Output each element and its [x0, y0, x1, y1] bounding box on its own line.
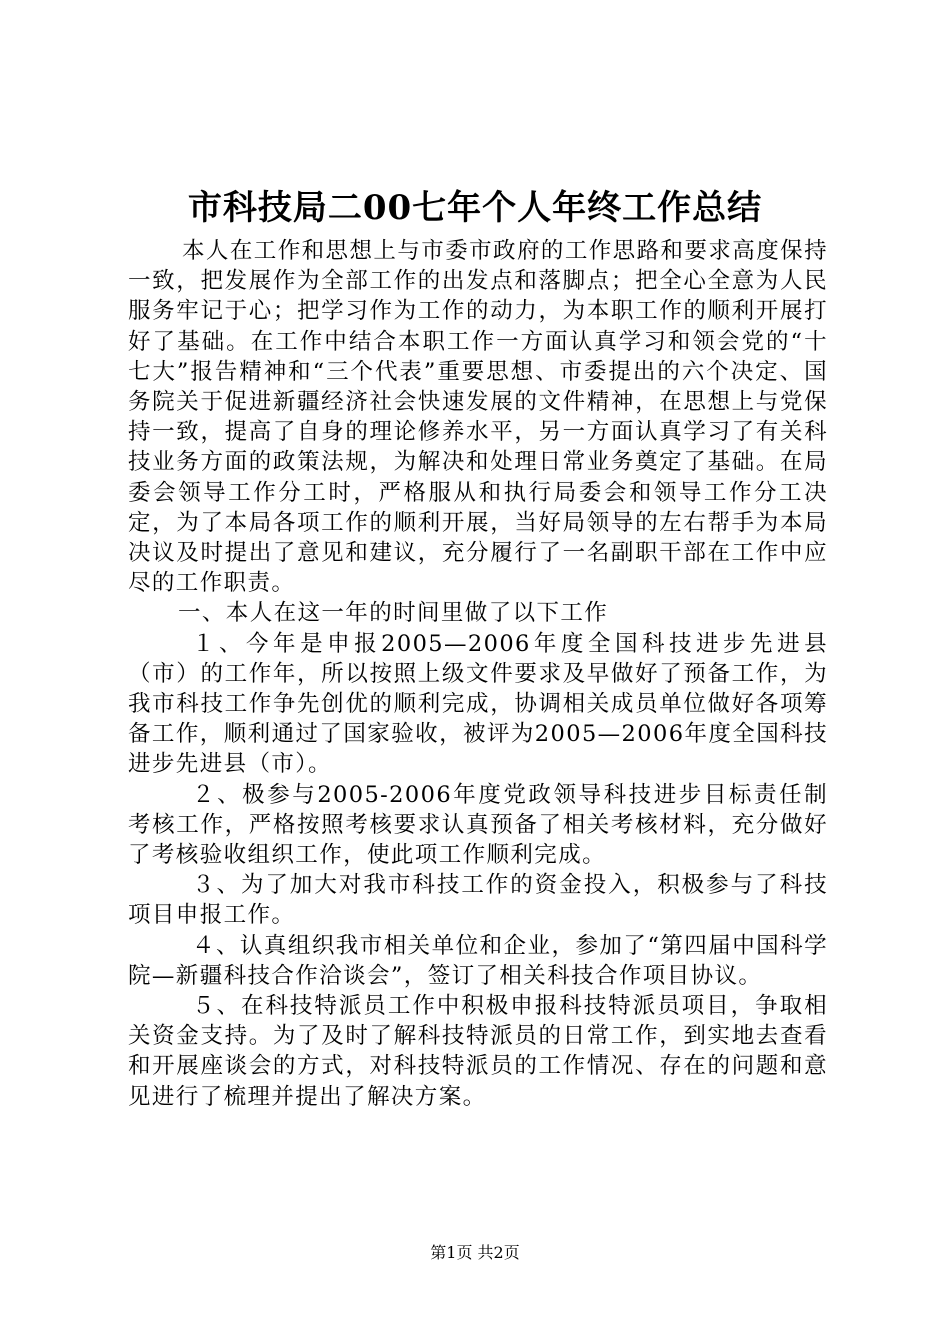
list-item: ４、认真组织我市相关单位和企业，参加了“第四届中国科学院—新疆科技合作洽谈会”，签订了相关科技合作项目协议。 [128, 932, 828, 989]
list-item: ２、极参与2005-2006年度党政领导科技进步目标责任制考核工作，严格按照考核要求认真预备了相关考核材料，充分做好了考核验收组织工作，使此项工作顺利完成。 [128, 781, 828, 869]
section-heading: 一、本人在这一年的时间里做了以下工作 [178, 600, 609, 627]
document-body [128, 236, 828, 1112]
list-item: ３、为了加大对我市科技工作的资金投入，积极参与了科技项目申报工作。 [128, 872, 828, 929]
page-footer: 第1页 共2页 [430, 1243, 520, 1262]
list-item: １、今年是申报2005—2006年度全国科技进步先进县（市）的工作年，所以按照上级文件要求及早做好了预备工作，为我市科技工作争先创优的顺利完成，协调相关成员单位做好各项筹备工作，顺利通过了国家验收，被评为2005—2006年度全国科技进步先进县（市）。 [128, 630, 828, 778]
document-title: 市科技局二00七年个人年终工作总结 [187, 188, 763, 228]
list-item: ５、在科技特派员工作中积极申报科技特派员项目，争取相关资金支持。为了及时了解科技特派员的日常工作，到实地去查看和开展座谈会的方式，对科技特派员的工作情况、存在的问题和意见进行了梳理并提出了解决方案。 [128, 993, 828, 1110]
intro-paragraph: 本人在工作和思想上与市委市政府的工作思路和要求高度保持一致，把发展作为全部工作的出发点和落脚点；把全心全意为人民服务牢记于心；把学习作为工作的动力，为本职工作的顺利开展打好了基础。在工作中结合本职工作一方面认真学习和领会党的“十七大”报告精神和“三个代表”重要思想、市委提出的六个决定、国务院关于促进新疆经济社会快速发展的文件精神，在思想上与党保持一致，提高了自身的理论修养水平，另一方面认真学习了有关科技业务方面的政策法规，为解决和处理日常业务奠定了基础。在局委会领导工作分工时，严格服从和执行局委会和领导工作分工决定，为了本局各项工作的顺利开展，当好局领导的左右帮手为本局决议及时提出了意见和建议，充分履行了一名副职干部在工作中应尽的工作职责。 [128, 238, 828, 597]
